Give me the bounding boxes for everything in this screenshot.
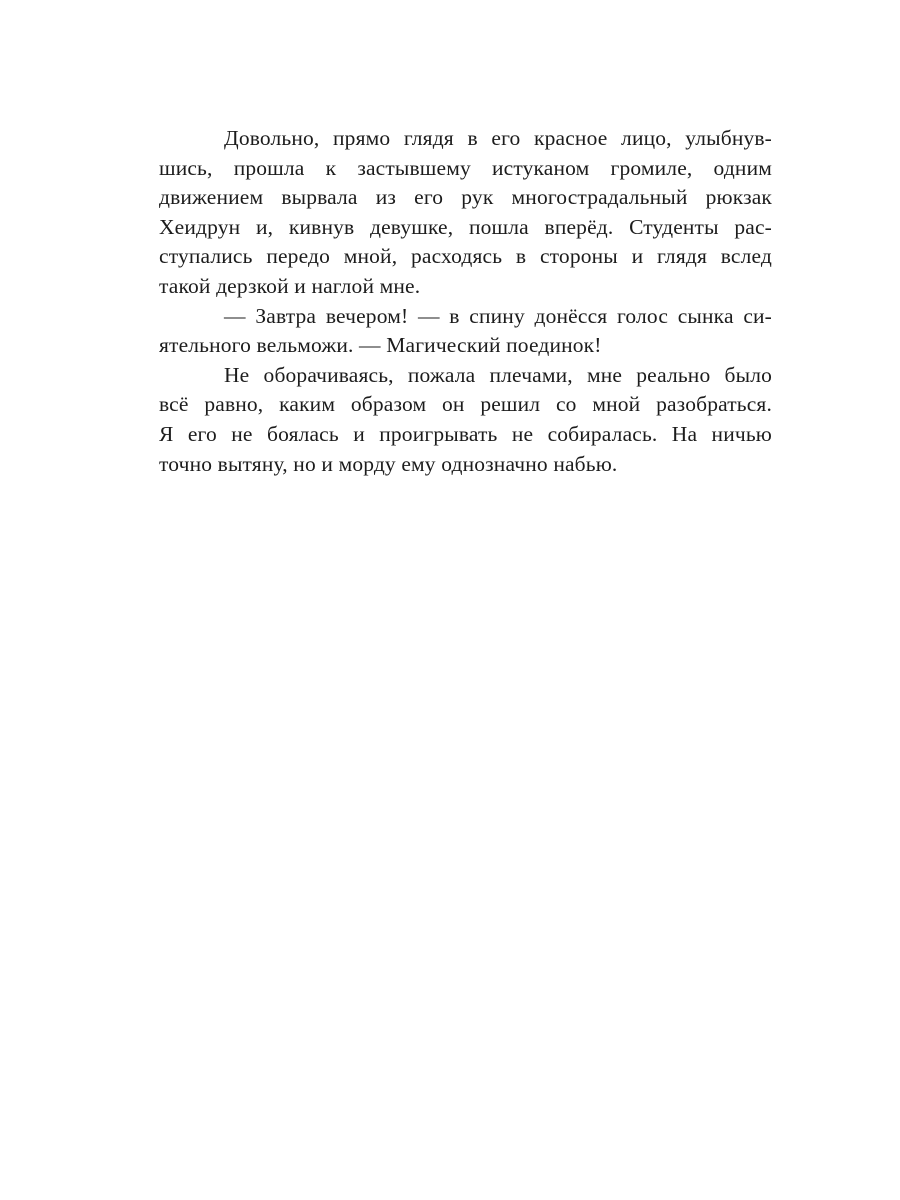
paragraph-1 — [159, 124, 772, 302]
text-line: всё равно, каким образом он решил со мной разобраться. — [159, 392, 772, 417]
body-text — [159, 124, 772, 479]
text-line: такой дерзкой и наглой мне. — [159, 273, 421, 298]
text-line: Не оборачиваясь, пожала плечами, мне реально было — [224, 362, 772, 387]
text-line: Я его не боялась и проигрывать не собиралась. На ничью — [159, 421, 772, 446]
text-line: Довольно, прямо глядя в его красное лицо, улыбнув- — [224, 126, 772, 150]
text-line: ступались передо мной, расходясь в стороны и глядя вслед — [159, 244, 772, 269]
text-line: движением вырвала из его рук многострадальный рюкзак — [159, 185, 772, 210]
paragraph-3 — [159, 361, 772, 479]
text-line: Хеидрун и, кивнув девушке, пошла вперёд. Студенты рас- — [159, 214, 772, 239]
paragraph-2 — [159, 302, 772, 361]
text-line: шись, прошла к застывшему истуканом громиле, одним — [159, 155, 772, 180]
text-line: ятельного вельможи. — Магический поединок! — [159, 333, 602, 358]
text-line: точно вытяну, но и морду ему однозначно набью. — [159, 451, 618, 476]
text-line: — Завтра вечером! — в спину донёсся голос сынка си- — [224, 303, 772, 328]
